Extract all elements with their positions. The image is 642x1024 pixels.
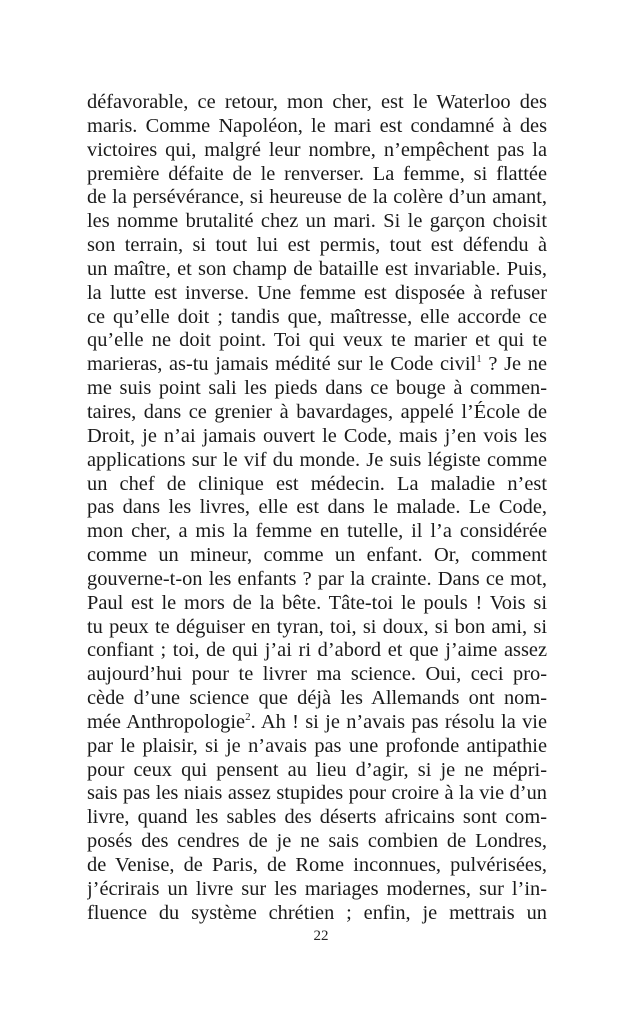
text-line: victoires qui, malgré leur nombre, n’empêchent pas la (87, 138, 547, 161)
text-line: j’écrirais un livre sur les mariages modernes, sur l’in- (87, 877, 547, 900)
text-line: livre, quand les sables des déserts africains sont com- (87, 806, 547, 829)
text-line-with-footnote (87, 711, 547, 735)
text-line: la lutte est inverse. Une femme est disposée à refuser (87, 281, 547, 304)
text-line: un chef de clinique est médecin. La maladie n’est (87, 472, 547, 495)
text-line: pas dans les livres, elle est dans le malade. Le Code, (87, 496, 547, 519)
text-line: aujourd’hui pour te livrer ma science. Oui, ceci pro- (87, 663, 547, 686)
text-line: Droit, je n’ai jamais ouvert le Code, mais j’en vois les (87, 424, 547, 447)
text-line: tu peux te déguiser en tyran, toi, si doux, si bon ami, si (87, 615, 547, 638)
text-line: première défaite de le renverser. La femme, si flattée (87, 162, 547, 185)
text-line: mon cher, a mis la femme en tutelle, il l’a considérée (87, 520, 547, 543)
footnote-ref-2[interactable]: 2 (245, 711, 251, 724)
text-line: maris. Comme Napoléon, le mari est condamné à des (87, 114, 547, 137)
text-line: posés des cendres de je ne sais combien de Londres, (87, 830, 547, 853)
text-line: sais pas les niais assez stupides pour croire à la vie d’un (87, 782, 547, 805)
text-line: fluence du système chrétien ; enfin, je mettrais un (87, 901, 547, 924)
text-line: de Venise, de Paris, de Rome inconnues, pulvérisées, (87, 854, 547, 876)
text-fragment: ? Je ne (481, 353, 547, 376)
text-line: taires, dans ce grenier à bavardages, appelé l’École de (87, 400, 547, 423)
text-line: un maître, et son champ de bataille est invariable. Puis, (87, 257, 547, 280)
text-line: son terrain, si tout lui est permis, tout est défendu à (87, 234, 547, 257)
text-fragment: . Ah ! si je n’avais pas résolu la vie (250, 710, 547, 733)
body-text (87, 91, 547, 926)
text-fragment: mée Anthropologie (87, 710, 246, 733)
text-line: défavorable, ce retour, mon cher, est le Waterloo des (87, 91, 547, 113)
text-fragment: marieras, as-tu jamais médité sur le Code civil (87, 353, 477, 376)
text-line: les nomme brutalité chez un mari. Si le garçon choisit (87, 210, 547, 233)
text-line: qu’elle ne doit point. Toi qui veux te marier et qui te (87, 329, 547, 352)
text-line: gouverne-t-on les enfants ? par la crainte. Dans ce mot, (87, 567, 547, 590)
text-line: confiant ; toi, de qui j’ai ri d’abord et que j’aime assez (87, 639, 547, 662)
text-line: par le plaisir, si je n’avais pas une profonde antipathie (87, 734, 547, 757)
text-line: applications sur le vif du monde. Je suis légiste comme (87, 448, 547, 471)
page-number: 22 (313, 928, 329, 944)
text-line: ce qu’elle doit ; tandis que, maîtresse, elle accorde ce (87, 305, 547, 328)
text-line: comme un mineur, comme un enfant. Or, comment (87, 544, 547, 567)
text-line: cède d’une science que déjà les Allemands ont nom- (87, 687, 547, 710)
text-line: Paul est le mors de la bête. Tâte-toi le pouls ! Vois si (87, 591, 547, 614)
text-line: de la persévérance, si heureuse de la colère d’un amant, (87, 186, 547, 209)
footnote-ref-1[interactable]: 1 (476, 353, 482, 366)
text-line: me suis point sali les pieds dans ce bouge à commen- (87, 377, 547, 400)
text-line: pour ceux qui pensent au lieu d’agir, si je ne mépri- (87, 758, 547, 781)
text-line-with-footnote (87, 353, 547, 377)
